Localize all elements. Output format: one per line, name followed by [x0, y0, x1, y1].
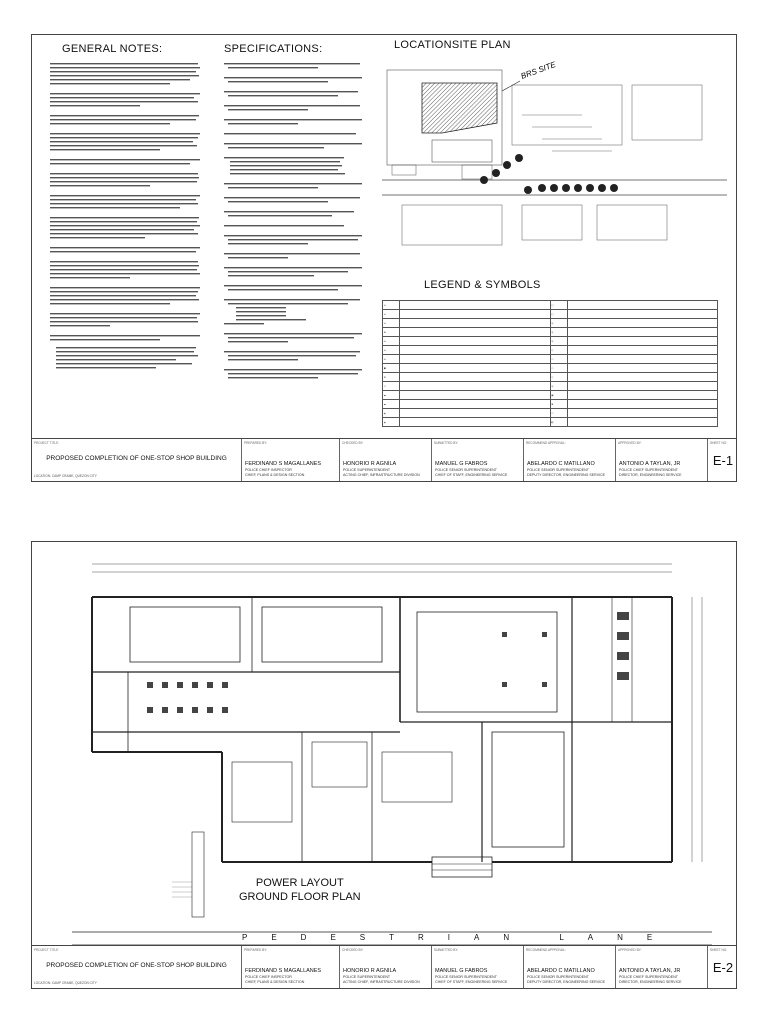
submitted-by-name: MANUEL G FABROS — [435, 461, 488, 467]
ground-floor-power-plan — [72, 552, 712, 947]
prepared-by-position: POLICE CHIEF INSPECTOR — [245, 468, 292, 472]
prepared-by-office: CHIEF, PLANS & DESIGN SECTION — [245, 980, 305, 984]
plan-title-line1: POWER LAYOUT — [255, 877, 344, 889]
approved-by-office: DIRECTOR, ENGINEERING SERVICE — [619, 980, 682, 984]
checked-by-name: HONORIO R AGNILA — [343, 968, 397, 974]
title-block — [32, 945, 736, 988]
checked-by-label: CHECKED BY: — [342, 948, 364, 952]
prepared-by-name: FERDINAND S MAGALLANES — [245, 461, 322, 467]
specifications-text — [224, 61, 364, 421]
project-location: LOCATION: CAMP CRAME, QUEZON CITY — [34, 474, 97, 478]
project-title-label: PROJECT TITLE — [34, 948, 59, 952]
general-notes-text — [50, 61, 205, 436]
submitted-by-position: POLICE SENIOR SUPERINTENDENT — [435, 975, 497, 979]
checked-by-office: ACTING CHIEF, INFRASTRUCTURE DIVISION — [343, 980, 420, 984]
approved-by-name: ANTONIO A TAYLAN, JR — [619, 461, 681, 467]
approved-by-label: APPROVED BY: — [618, 948, 642, 952]
sheet-number: E-2 — [712, 960, 734, 975]
sheet-number-label: SHEET NO. — [710, 441, 728, 445]
sheet-number: E-1 — [712, 453, 734, 468]
checked-by-office: ACTING CHIEF, INFRASTRUCTURE DIVISION — [343, 473, 420, 477]
approved-by-position: POLICE CHIEF SUPERINTENDENT — [619, 468, 678, 472]
approved-by-name: ANTONIO A TAYLAN, JR — [619, 968, 681, 974]
recommend-approval-office: DEPUTY DIRECTOR, ENGINEERING SERVICE — [527, 980, 606, 984]
prepared-by-label: PREPARED BY: — [244, 948, 268, 952]
plan-title — [239, 876, 361, 904]
submitted-by-label: SUBMITTED BY: — [434, 948, 459, 952]
site-plan-heading: LOCATIONSITE PLAN — [394, 39, 511, 51]
recommend-approval-office: DEPUTY DIRECTOR, ENGINEERING SERVICE — [527, 473, 606, 477]
recommend-approval-label: RECOMMEND APPROVAL: — [526, 948, 566, 952]
submitted-by-name: MANUEL G FABROS — [435, 968, 488, 974]
location-site-plan — [382, 55, 727, 265]
prepared-by-name: FERDINAND S MAGALLANES — [245, 968, 322, 974]
general-notes-heading: GENERAL NOTES: — [62, 43, 163, 55]
site-label: BRS SITE — [519, 59, 557, 81]
checked-by-position: POLICE SUPERINTENDENT — [343, 468, 391, 472]
approved-by-label: APPROVED BY: — [618, 441, 642, 445]
project-title: PROPOSED COMPLETION OF ONE-STOP SHOP BUILDING — [46, 962, 227, 969]
site-plan-drawing — [382, 55, 727, 265]
checked-by-position: POLICE SUPERINTENDENT — [343, 975, 391, 979]
recommend-approval-name: ABELARDO C MATILLANO — [527, 968, 595, 974]
legend-heading: LEGEND & SYMBOLS — [424, 279, 541, 291]
approved-by-office: DIRECTOR, ENGINEERING SERVICE — [619, 473, 682, 477]
recommend-approval-position: POLICE SENIOR SUPERINTENDENT — [527, 975, 589, 979]
general-notes-lines — [50, 61, 205, 436]
checked-by-name: HONORIO R AGNILA — [343, 461, 397, 467]
checked-by-label: CHECKED BY: — [342, 441, 364, 445]
recommend-approval-position: POLICE SENIOR SUPERINTENDENT — [527, 468, 589, 472]
recommend-approval-label: RECOMMEND APPROVAL: — [526, 441, 566, 445]
floor-plan-drawing — [72, 552, 712, 947]
prepared-by-label: PREPARED BY: — [244, 441, 268, 445]
sheet-number-label: SHEET NO. — [710, 948, 728, 952]
drawing-sheet-e2 — [31, 541, 737, 989]
project-title: PROPOSED COMPLETION OF ONE-STOP SHOP BUILDING — [46, 455, 227, 462]
prepared-by-position: POLICE CHIEF INSPECTOR — [245, 975, 292, 979]
project-title-label: PROJECT TITLE — [34, 441, 59, 445]
legend-table: ━ □ ━ □ ━ ◎ ⊟ ◎ ━ ◎ ━ ○ ━ ▭ ● ▭ ⊡ ○ ▭ ◎ ▬ ▣ ▬ ⊞ ▲ ▭ ▲ ◧ — [382, 300, 722, 427]
plan-title-line2: GROUND FLOOR PLAN — [239, 891, 361, 903]
specifications-lines — [224, 61, 364, 421]
specifications-heading: SPECIFICATIONS: — [224, 43, 323, 55]
title-block — [32, 438, 736, 481]
drawing-sheet-e1 — [31, 34, 737, 482]
submitted-by-office: CHIEF OF STAFF, ENGINEERING SERVICE — [435, 980, 508, 984]
pedestrian-lane-label: PEDESTRIAN LANE — [242, 933, 677, 942]
project-location: LOCATION: CAMP CRAME, QUEZON CITY — [34, 981, 97, 985]
submitted-by-office: CHIEF OF STAFF, ENGINEERING SERVICE — [435, 473, 508, 477]
recommend-approval-name: ABELARDO C MATILLANO — [527, 461, 595, 467]
submitted-by-label: SUBMITTED BY: — [434, 441, 459, 445]
prepared-by-office: CHIEF, PLANS & DESIGN SECTION — [245, 473, 305, 477]
approved-by-position: POLICE CHIEF SUPERINTENDENT — [619, 975, 678, 979]
submitted-by-position: POLICE SENIOR SUPERINTENDENT — [435, 468, 497, 472]
